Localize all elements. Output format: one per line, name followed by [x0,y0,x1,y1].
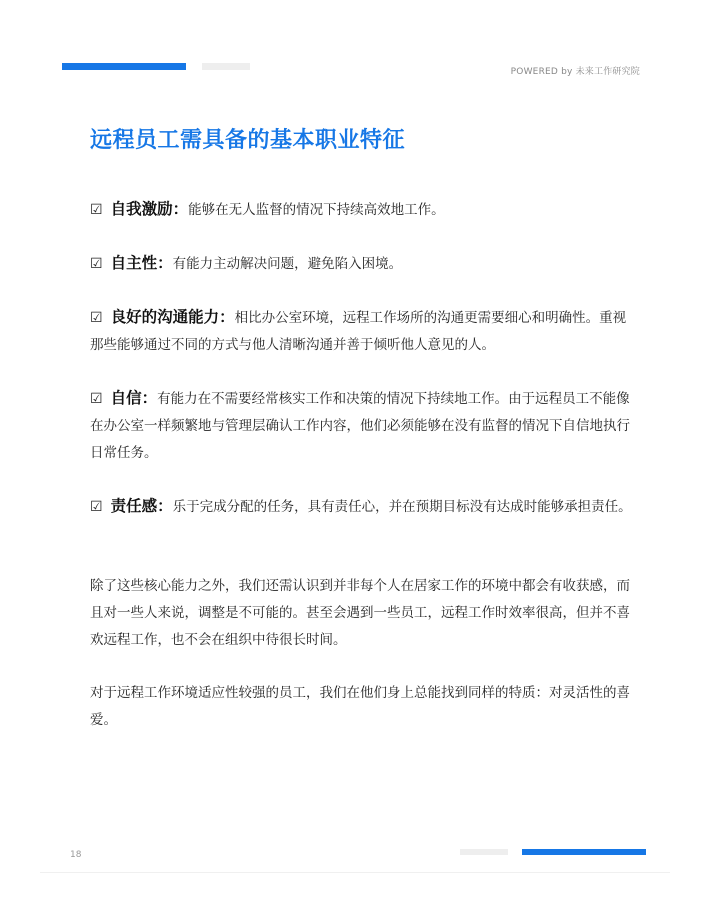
trait-description: 有能力主动解决问题，避免陷入困境。 [172,256,403,272]
trait-description: 有能力在不需要经常核实工作和决策的情况下持续地工作。由于远程员工不能像在办公室一样频繁地与管理层确认工作内容，他们必须能够在没有监督的情况下自信地执行日常任务。 [90,391,630,461]
page-number: 18 [70,850,82,860]
trait-item-communication [90,304,638,359]
trait-description: 乐于完成分配的任务，具有责任心，并在预期目标没有达成时能够承担责任。 [172,499,632,515]
checkbox-icon: ☑ [90,202,103,218]
page-title: 远程员工需具备的基本职业特征 [90,128,406,153]
trait-term: 自主性： [110,254,173,272]
trait-description: 能够在无人监督的情况下持续高效地工作。 [188,202,445,218]
body-paragraph: 除了这些核心能力之外，我们还需认识到并非每个人在居家工作的环境中都会有收获感，而且对一些人来说，调整是不可能的。甚至会遇到一些员工，远程工作时效率很高，但并不喜欢远程工作，也不会在组织中待很长时间。 [90,578,630,648]
checkbox-icon: ☑ [90,256,103,272]
checkbox-icon: ☑ [90,499,103,515]
body-paragraph: 对于远程工作环境适应性较强的员工，我们在他们身上总能找到同样的特质：对灵活性的喜爱。 [90,685,630,728]
trait-item-responsibility [90,493,638,521]
trait-term: 自我激励： [110,200,189,218]
trait-term: 自信： [110,389,158,407]
footer-light-bar [460,849,508,855]
main-content [90,196,638,734]
trait-term: 责任感： [110,497,173,515]
trait-item-confidence [90,385,638,467]
checkbox-icon: ☑ [90,310,103,326]
checkbox-icon: ☑ [90,391,103,407]
footer-accent-bar [522,849,646,855]
header-accent-bar [62,63,186,70]
trait-description: 相比办公室环境，远程工作场所的沟通更需要细心和明确性。重视那些能够通过不同的方式与他人清晰沟通并善于倾听他人意见的人。 [90,310,627,353]
powered-by-label: POWERED by 未来工作研究院 [510,67,640,77]
trait-item-self-motivation [90,196,638,224]
header-light-bar [202,63,250,70]
trait-term: 良好的沟通能力： [110,308,235,326]
trait-item-autonomy [90,250,638,278]
footer-divider [40,872,670,873]
